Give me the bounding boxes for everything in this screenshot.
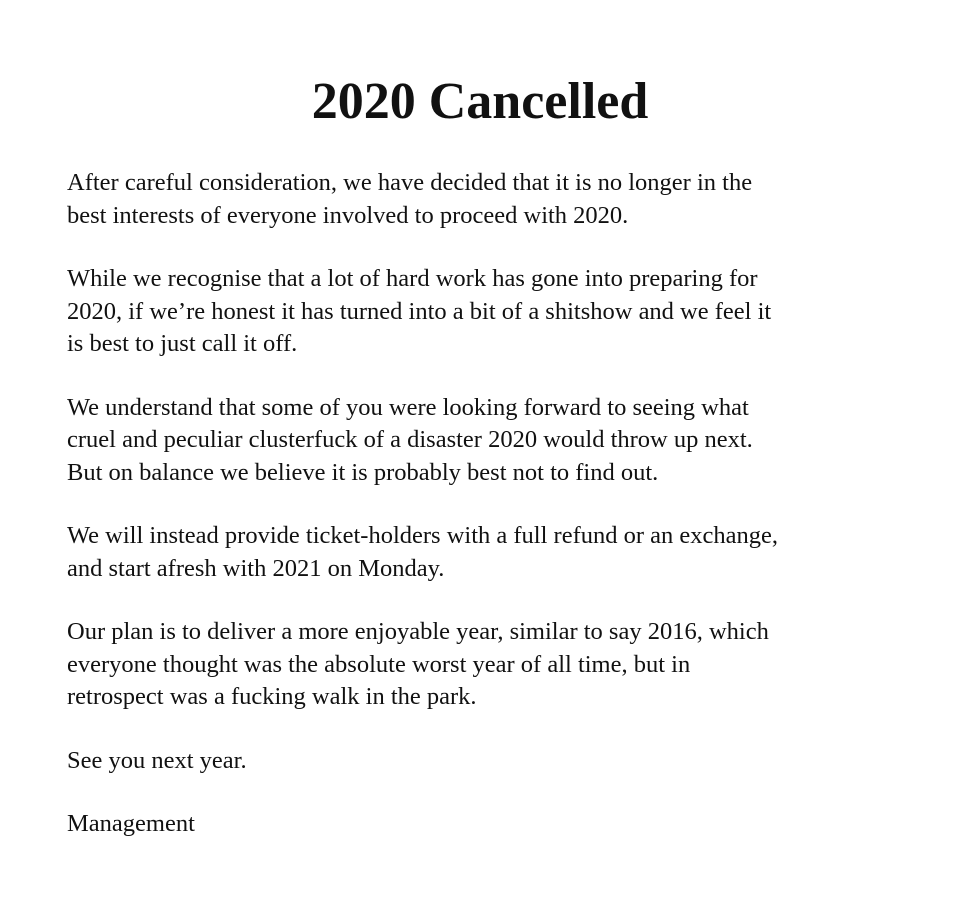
paragraph-line: See you next year. — [67, 746, 247, 774]
document-body — [67, 167, 897, 872]
document-title: 2020 Cancelled — [311, 73, 649, 130]
paragraph-line: is best to just call it off. — [67, 330, 298, 357]
paragraph-3 — [67, 392, 897, 490]
paragraph-line: cruel and peculiar clusterfuck of a disaster 2020 would throw up next. — [67, 426, 753, 453]
paragraph-5 — [67, 616, 897, 714]
paragraph-6 — [67, 745, 897, 778]
paragraph-line: After careful consideration, we have decided that it is no longer in the — [67, 169, 753, 196]
signature-text: Management — [67, 810, 195, 837]
paragraph-line: best interests of everyone involved to proceed with 2020. — [67, 201, 629, 229]
paragraph-line: While we recognise that a lot of hard work has gone into preparing for — [67, 265, 758, 292]
paragraph-1 — [67, 167, 897, 232]
signature — [67, 808, 897, 841]
paragraph-line: But on balance we believe it is probably best not to find out. — [67, 458, 659, 486]
paragraph-line: We understand that some of you were looking forward to seeing what — [67, 393, 749, 421]
paragraph-4 — [67, 520, 897, 585]
paragraph-line: We will instead provide ticket-holders with a full refund or an exchange, — [67, 522, 779, 549]
paragraph-line: 2020, if we’re honest it has turned into a bit of a shitshow and we feel it — [67, 297, 772, 325]
paragraph-line: retrospect was a fucking walk in the park. — [67, 683, 477, 710]
paragraph-line: everyone thought was the absolute worst year of all time, but in — [67, 650, 691, 678]
paragraph-line: Our plan is to deliver a more enjoyable year, similar to say 2016, which — [67, 618, 769, 645]
paragraph-line: and start afresh with 2021 on Monday. — [67, 554, 445, 582]
paragraph-2 — [67, 263, 897, 361]
